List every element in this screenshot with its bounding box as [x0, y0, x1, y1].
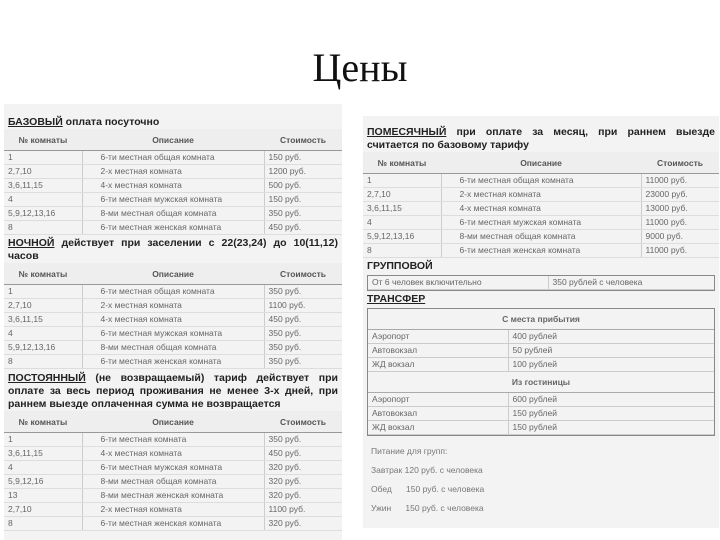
cell-price: 23000 руб.	[641, 188, 719, 202]
table-row	[4, 151, 342, 165]
cell-price: 11000 руб.	[641, 174, 719, 188]
cell-price: 320 руб.	[264, 517, 342, 531]
col-desc: Описание	[82, 263, 264, 285]
table-row	[368, 330, 714, 344]
cell-desc: 600 рублей	[508, 393, 714, 407]
table-row	[4, 447, 342, 461]
group-price: 350 рублей с человека	[548, 276, 714, 290]
cell-price: 150 руб.	[264, 151, 342, 165]
cell-desc: 8-ми местная общая комната	[441, 230, 641, 244]
cell-desc: 8-ми местная общая комната	[82, 475, 264, 489]
cell-price: 350 руб.	[264, 355, 342, 369]
group-condition: От 6 человек включительно	[368, 276, 548, 290]
permanent-tariff-heading	[4, 372, 342, 411]
cell-price: 500 руб.	[264, 179, 342, 193]
cell-desc: 6-ти местная общая комната	[441, 174, 641, 188]
cell-desc: 6-ти местная комната	[82, 433, 264, 447]
cell-desc: 6-ти местная общая комната	[82, 285, 264, 299]
cell-room: 5,9,12,13,16	[363, 230, 441, 244]
cell-desc: 8-ми местная общая комната	[82, 207, 264, 221]
cell-room: 4	[4, 193, 82, 207]
cell-room: Аэропорт	[368, 330, 508, 344]
col-room: № комнаты	[4, 263, 82, 285]
cell-price: 9000 руб.	[641, 230, 719, 244]
table-row	[363, 216, 719, 230]
table-row	[4, 461, 342, 475]
cell-room: 8	[4, 355, 82, 369]
cell-price: 450 руб.	[264, 447, 342, 461]
table-row	[363, 188, 719, 202]
permanent-tariff-name: ПОСТОЯННЫЙ	[8, 372, 86, 384]
from-hostel-heading: Из гостиницы	[368, 372, 714, 393]
table-row	[363, 174, 719, 188]
monthly-tariff-table	[363, 152, 719, 258]
transfer-box	[367, 308, 715, 436]
cell-room: 1	[4, 151, 82, 165]
col-desc: Описание	[82, 411, 264, 433]
cell-room: 3,6,11,15	[363, 202, 441, 216]
monthly-tariff-name: ПОМЕСЯЧНЫЙ	[367, 126, 447, 138]
meals-line: Ужин 150 руб. с человека	[371, 503, 484, 513]
cell-desc: 150 рублей	[508, 407, 714, 421]
cell-room: 8	[4, 517, 82, 531]
cell-price: 450 руб.	[264, 313, 342, 327]
transfer-arrival-table	[368, 330, 714, 372]
col-room: № комнаты	[4, 411, 82, 433]
cell-price: 320 руб.	[264, 461, 342, 475]
cell-price: 350 руб.	[264, 285, 342, 299]
col-price: Стоимость	[264, 411, 342, 433]
table-row	[4, 475, 342, 489]
table-header	[4, 129, 342, 151]
cell-desc: 6-ти местная мужская комната	[82, 461, 264, 475]
cell-desc: 4-х местная комната	[82, 313, 264, 327]
col-room: № комнаты	[363, 152, 441, 174]
cell-desc: 4-х местная комната	[82, 179, 264, 193]
from-arrival-heading: С места прибытия	[368, 309, 714, 330]
cell-desc: 6-ти местная общая комната	[82, 151, 264, 165]
cell-desc: 8-ми местная общая комната	[82, 341, 264, 355]
cell-room: 4	[4, 461, 82, 475]
right-price-panel	[363, 116, 719, 528]
col-desc: Описание	[82, 129, 264, 151]
cell-price: 11000 руб.	[641, 216, 719, 230]
meals-title: Питание для групп:	[371, 446, 448, 456]
table-row	[4, 221, 342, 235]
cell-price: 350 руб.	[264, 207, 342, 221]
table-header	[4, 263, 342, 285]
table-row	[4, 341, 342, 355]
table-row	[4, 489, 342, 503]
cell-room: ЖД вокзал	[368, 421, 508, 435]
cell-desc: 6-ти местная женская комната	[82, 221, 264, 235]
cell-desc: 6-ти местная женская комната	[82, 355, 264, 369]
basic-tariff-name: БАЗОВЫЙ	[8, 116, 63, 128]
cell-price: 350 руб.	[264, 327, 342, 341]
cell-desc: 2-х местная комната	[82, 503, 264, 517]
cell-desc: 6-ти местная женская комната	[82, 517, 264, 531]
group-tariff-heading: ГРУППОВОЙ	[367, 260, 433, 272]
cell-room: 4	[4, 327, 82, 341]
cell-room: 1	[363, 174, 441, 188]
table-row	[4, 285, 342, 299]
cell-room: 8	[363, 244, 441, 258]
cell-room: 5,9,12,13,16	[4, 341, 82, 355]
cell-room: 8	[4, 221, 82, 235]
meals-line: Обед 150 руб. с человека	[371, 484, 485, 494]
cell-price: 350 руб.	[264, 341, 342, 355]
cell-room: 4	[363, 216, 441, 230]
night-tariff-name: НОЧНОЙ	[8, 237, 55, 249]
cell-room: 1	[4, 285, 82, 299]
table-row	[368, 407, 714, 421]
night-tariff-table	[4, 263, 342, 369]
cell-desc: 4-х местная комната	[441, 202, 641, 216]
table-row	[368, 344, 714, 358]
basic-tariff-table	[4, 129, 342, 235]
cell-room: 2,7,10	[4, 299, 82, 313]
transfer-name: ТРАНСФЕР	[367, 293, 426, 305]
col-room: № комнаты	[4, 129, 82, 151]
table-row	[363, 202, 719, 216]
cell-room: 3,6,11,15	[4, 179, 82, 193]
cell-desc: 8-ми местная женская комната	[82, 489, 264, 503]
table-header	[363, 152, 719, 174]
table-row	[368, 393, 714, 407]
night-tariff-desc: действует при заселении с 22(23,24) до 10(11,12) часов	[8, 237, 338, 262]
cell-desc: 2-х местная комната	[82, 165, 264, 179]
cell-room: 2,7,10	[4, 165, 82, 179]
cell-desc: 4-х местная комната	[82, 447, 264, 461]
basic-tariff-desc: оплата посуточно	[62, 116, 160, 128]
cell-room: Автовокзал	[368, 344, 508, 358]
col-price: Стоимость	[264, 263, 342, 285]
cell-room: 5,9,12,16	[4, 475, 82, 489]
cell-room: 2,7,10	[4, 503, 82, 517]
table-row	[4, 179, 342, 193]
cell-room: Автовокзал	[368, 407, 508, 421]
transfer-heading	[363, 293, 719, 306]
col-price: Стоимость	[264, 129, 342, 151]
table-row	[368, 276, 714, 290]
cell-desc: 2-х местная комната	[82, 299, 264, 313]
cell-room: ЖД вокзал	[368, 358, 508, 372]
table-row	[4, 503, 342, 517]
cell-room: 2,7,10	[363, 188, 441, 202]
cell-room: 3,6,11,15	[4, 447, 82, 461]
transfer-hostel-table	[368, 393, 714, 435]
permanent-tariff-table	[4, 411, 342, 531]
cell-price: 1200 руб.	[264, 165, 342, 179]
cell-price: 1100 руб.	[264, 299, 342, 313]
cell-price: 1100 руб.	[264, 503, 342, 517]
left-price-panel	[4, 104, 342, 540]
cell-price: 13000 руб.	[641, 202, 719, 216]
table-row	[368, 421, 714, 435]
cell-price: 450 руб.	[264, 221, 342, 235]
cell-desc: 6-ти местная мужская комната	[82, 193, 264, 207]
cell-desc: 2-х местная комната	[441, 188, 641, 202]
cell-desc: 100 рублей	[508, 358, 714, 372]
meals-line: Завтрак 120 руб. с человека	[371, 465, 483, 475]
table-row	[368, 358, 714, 372]
night-tariff-heading	[4, 237, 342, 263]
table-row	[363, 244, 719, 258]
cell-room: 1	[4, 433, 82, 447]
cell-desc: 6-ти местная мужская комната	[82, 327, 264, 341]
col-desc: Описание	[441, 152, 641, 174]
table-row	[4, 207, 342, 221]
cell-room: Аэропорт	[368, 393, 508, 407]
meals-section	[363, 438, 719, 522]
cell-room: 5,9,12,13,16	[4, 207, 82, 221]
monthly-tariff-desc: при оплате за месяц, при раннем выезде считается по базовому тарифу	[367, 126, 715, 151]
cell-price: 320 руб.	[264, 475, 342, 489]
table-row	[4, 327, 342, 341]
cell-price: 320 руб.	[264, 489, 342, 503]
table-row	[4, 313, 342, 327]
cell-room: 13	[4, 489, 82, 503]
table-header	[4, 411, 342, 433]
table-row	[4, 355, 342, 369]
page-title: Цены	[312, 45, 408, 90]
table-row	[4, 517, 342, 531]
cell-room: 3,6,11,15	[4, 313, 82, 327]
cell-desc: 400 рублей	[508, 330, 714, 344]
table-row	[4, 165, 342, 179]
table-row	[4, 433, 342, 447]
permanent-tariff-desc: (не возвращаемый) тариф действует при оплате за весь период проживания не менее 3-х дней, при раннем выезде оплаченная сумма не возвращается	[8, 372, 338, 410]
cell-price: 350 руб.	[264, 433, 342, 447]
cell-desc: 50 рублей	[508, 344, 714, 358]
col-price: Стоимость	[641, 152, 719, 174]
monthly-tariff-heading	[363, 126, 719, 152]
cell-desc: 6-ти местная женская комната	[441, 244, 641, 258]
group-tariff-table	[368, 276, 714, 290]
group-tariff-box	[367, 275, 715, 291]
cell-price: 11000 руб.	[641, 244, 719, 258]
cell-desc: 150 рублей	[508, 421, 714, 435]
table-row	[4, 193, 342, 207]
cell-price: 150 руб.	[264, 193, 342, 207]
basic-tariff-heading	[4, 116, 342, 129]
cell-desc: 6-ти местная мужская комната	[441, 216, 641, 230]
table-row	[363, 230, 719, 244]
table-row	[4, 299, 342, 313]
